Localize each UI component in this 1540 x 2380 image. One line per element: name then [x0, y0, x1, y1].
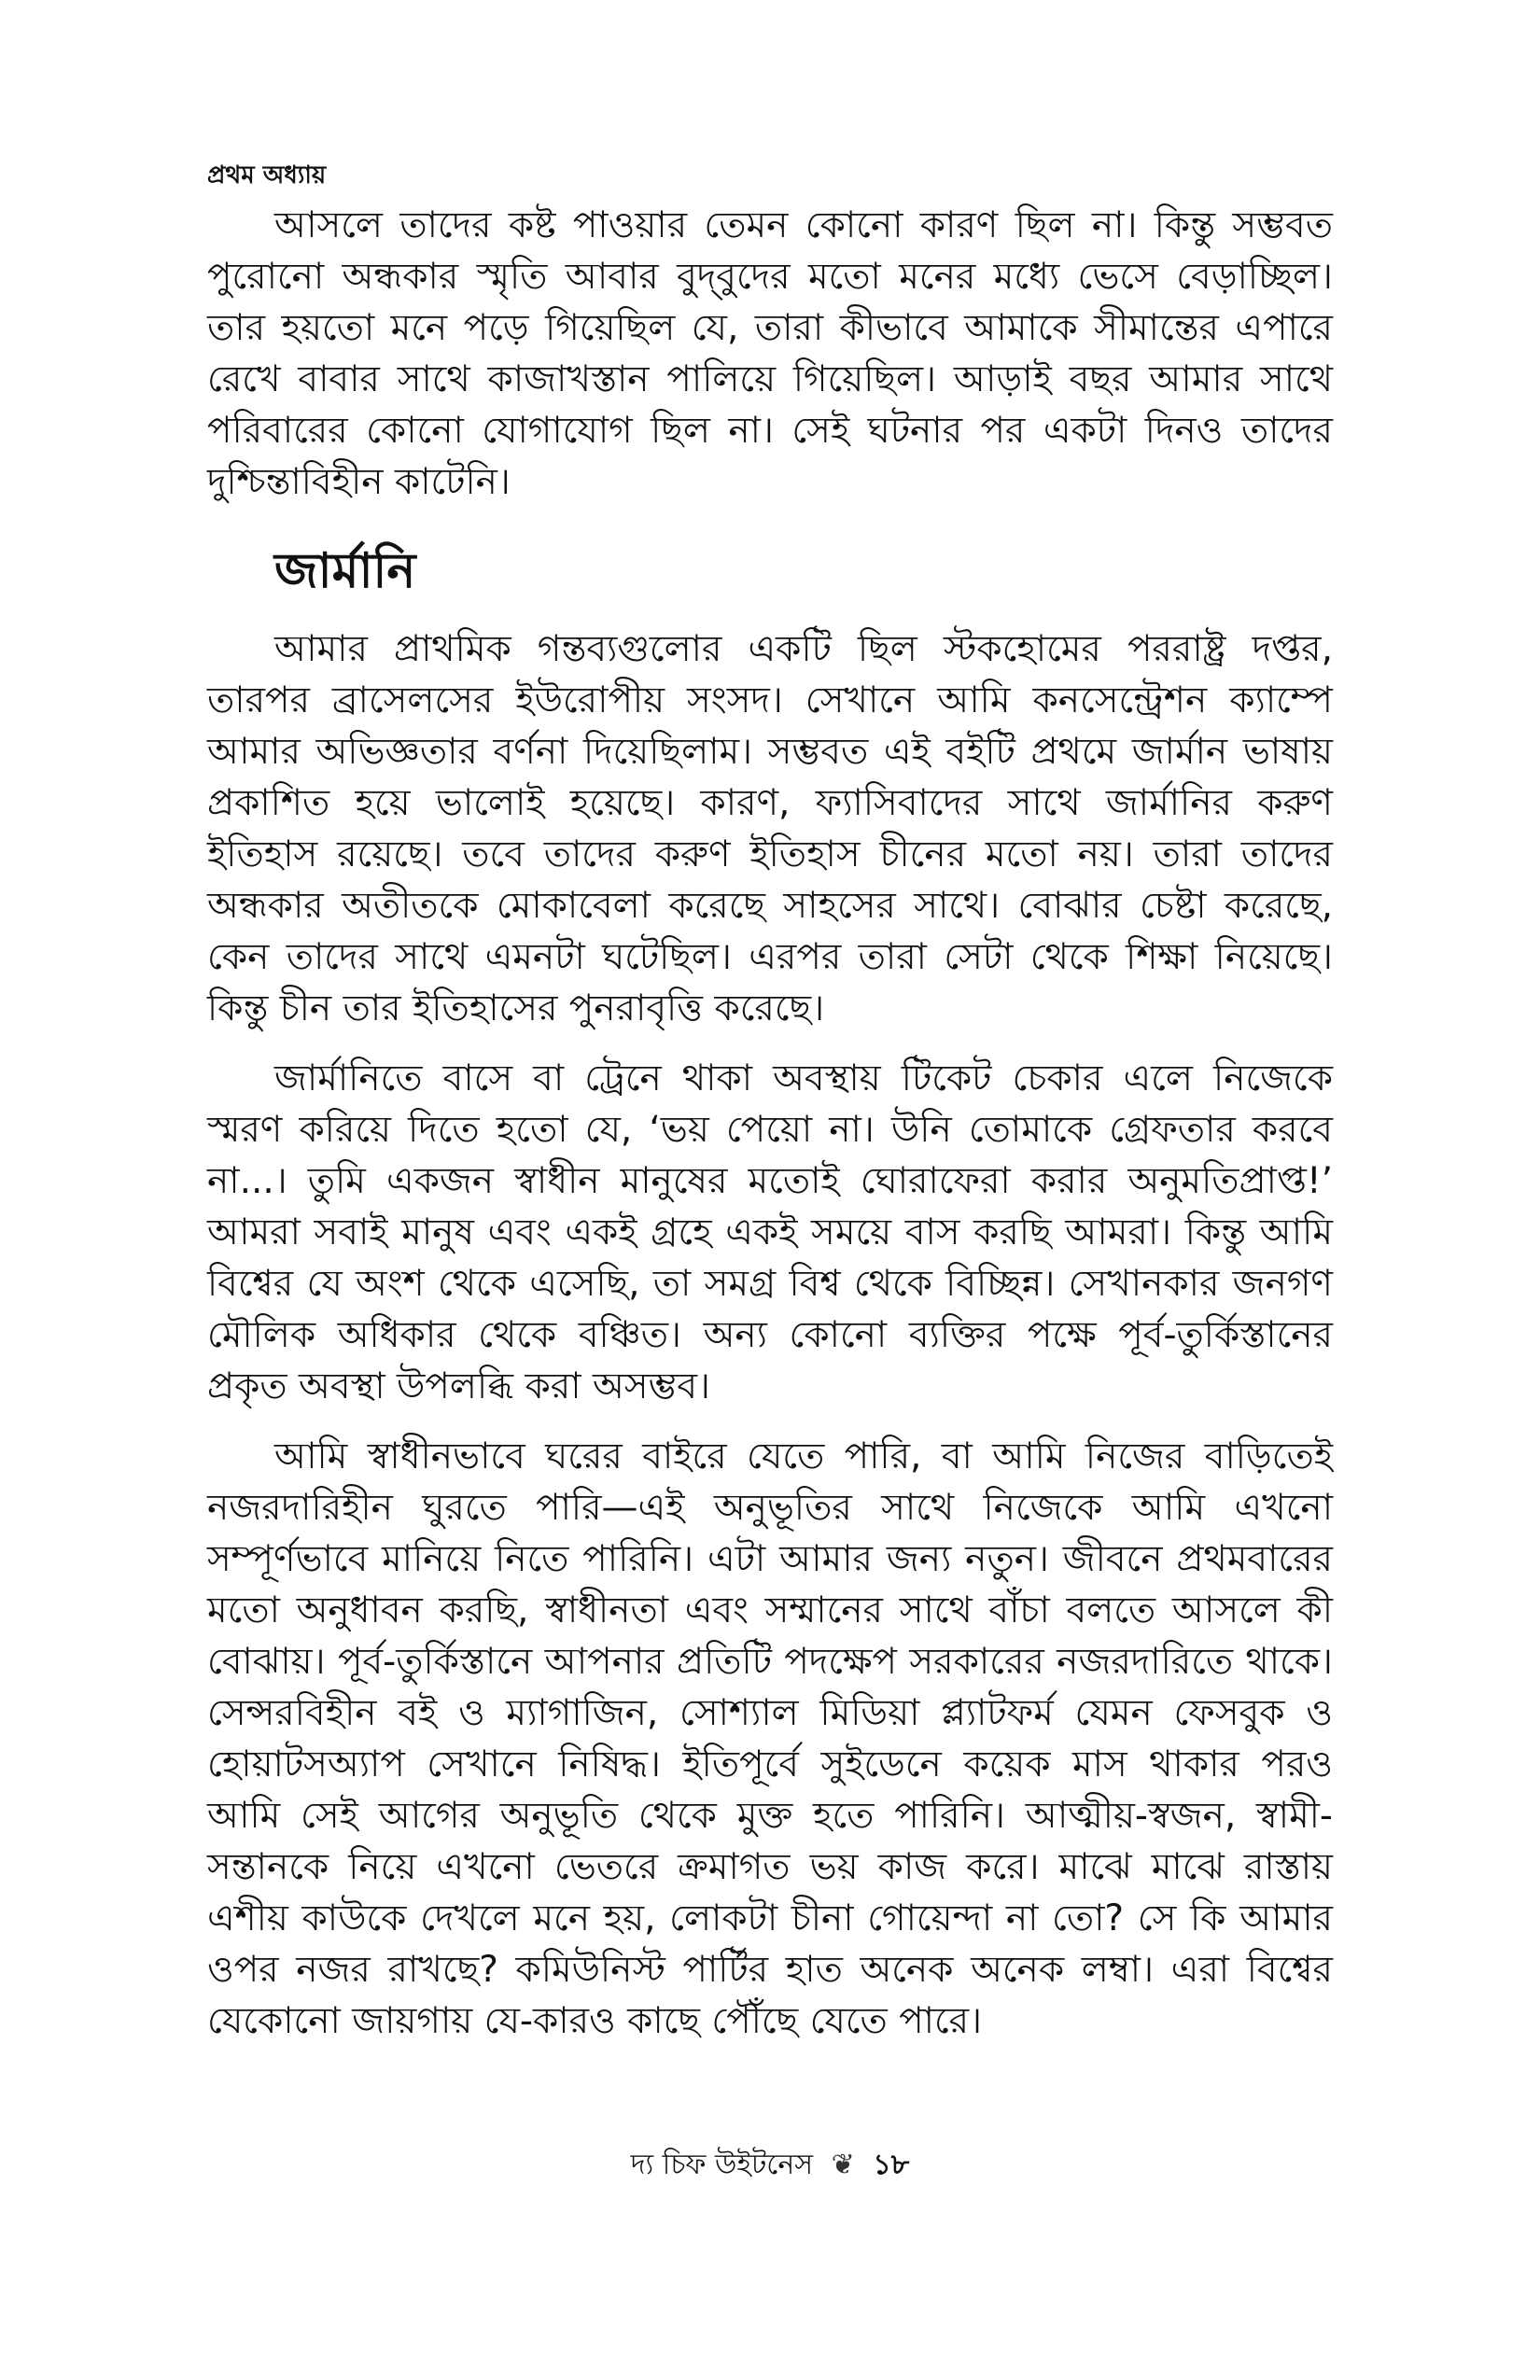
section-heading: জার্মানি: [274, 543, 416, 599]
paragraph: আমার প্রাথমিক গন্তব্যগুলোর একটি ছিল স্টকহোমের পররাষ্ট্র দপ্তর, তারপর ব্রাসেলসের ইউরোপীয় সংসদ। সেখানে আমি কনসেন্ট্রেশন ক্যাম্পে আমার অভিজ্ঞতার বর্ণনা দিয়েছিলাম। সম্ভবত এই বইটি প্রথমে জার্মান ভাষায় প্রকাশিত হয়ে ভালোই হয়েছে। কারণ, ফ্যাসিবাদের সাথে জার্মানির করুণ ইতিহাস রয়েছে। তবে তাদের করুণ ইতিহাস চীনের মতো নয়। তারা তাদের অন্ধকার অতীতকে মোকাবেলা করেছে সাহসের সাথে। বোঝার চেষ্টা করেছে, কেন তাদের সাথে এমনটা ঘটেছিল। এরপর তারা সেটা থেকে শিক্ষা নিয়েছে। কিন্তু চীন তার ইতিহাসের পুনরাবৃত্তি করেছে।: [207, 628, 1333, 1029]
page-number: ১৮: [873, 2149, 910, 2181]
paragraph: আমি স্বাধীনভাবে ঘরের বাইরে যেতে পারি, বা আমি নিজের বাড়িতেই নজরদারিহীন ঘুরতে পারি—এই অনুভূতির সাথে নিজেকে আমি এখনো সম্পূর্ণভাবে মানিয়ে নিতে পারিনি। এটা আমার জন্য নতুন। জীবনে প্রথমবারের মতো অনুধাবন করছি, স্বাধীনতা এবং সম্মানের সাথে বাঁচা বলতে আসলে কী বোঝায়। পূর্ব-তুর্কিস্তানে আপনার প্রতিটি পদক্ষেপ সরকারের নজরদারিতে থাকে। সেন্সরবিহীন বই ও ম্যাগাজিন, সোশ্যাল মিডিয়া প্ল্যাটফর্ম যেমন ফেসবুক ও হোয়াটসঅ্যাপ সেখানে নিষিদ্ধ। ইতিপূর্বে সুইডেনে কয়েক মাস থাকার পরও আমি সেই আগের অনুভূতি থেকে মুক্ত হতে পারিনি। আত্মীয়-স্বজন, স্বামী-সন্তানকে নিয়ে এখনো ভেতরে ক্রমাগত ভয় কাজ করে। মাঝে মাঝে রাস্তায় এশীয় কাউকে দেখলে মনে হয়, লোকটা চীনা গোয়েন্দা না তো? সে কি আমার ওপর নজর রাখছে? কমিউনিস্ট পার্টির হাত অনেক অনেক লম্বা। এরা বিশ্বের যেকোনো জায়গায় যে-কারও কাছে পৌঁছে যেতে পারে।: [207, 1435, 1333, 2042]
footer-book-title: দ্য চিফ উইটনেস: [630, 2149, 814, 2181]
paragraph-intro: আসলে তাদের কষ্ট পাওয়ার তেমন কোনো কারণ ছিল না। কিন্তু সম্ভবত পুরোনো অন্ধকার স্মৃতি আবার বুদ্‌বুদের মতো মনের মধ্যে ভেসে বেড়াচ্ছিল। তার হয়তো মনে পড়ে গিয়েছিল যে, তারা কীভাবে আমাকে সীমান্তের এপারে রেখে বাবার সাথে কাজাখস্তান পালিয়ে গিয়েছিল। আড়াই বছর আমার সাথে পরিবারের কোনো যোগাযোগ ছিল না। সেই ঘটনার পর একটা দিনও তাদের দুশ্চিন্তাবিহীন কাটেনি।: [207, 204, 1333, 503]
page-footer: [0, 2147, 1540, 2184]
running-head: প্রথম অধ্যায়: [207, 161, 327, 189]
floral-ornament-icon: ❦: [831, 2149, 855, 2181]
body-text: [207, 200, 1333, 2047]
paragraph: জার্মানিতে বাসে বা ট্রেনে থাকা অবস্থায় টিকেট চেকার এলে নিজেকে স্মরণ করিয়ে দিতে হতো যে, ‘ভয় পেয়ো না। উনি তোমাকে গ্রেফতার করবে না...। তুমি একজন স্বাধীন মানুষের মতোই ঘোরাফেরা করার অনুমতিপ্রাপ্ত!’ আমরা সবাই মানুষ এবং একই গ্রহে একই সময়ে বাস করছি আমরা। কিন্তু আমি বিশ্বের যে অংশ থেকে এসেছি, তা সমগ্র বিশ্ব থেকে বিচ্ছিন্ন। সেখানকার জনগণ মৌলিক অধিকার থেকে বঞ্চিত। অন্য কোনো ব্যক্তির পক্ষে পূর্ব-তুর্কিস্তানের প্রকৃত অবস্থা উপলব্ধি করা অসম্ভব।: [207, 1057, 1333, 1407]
